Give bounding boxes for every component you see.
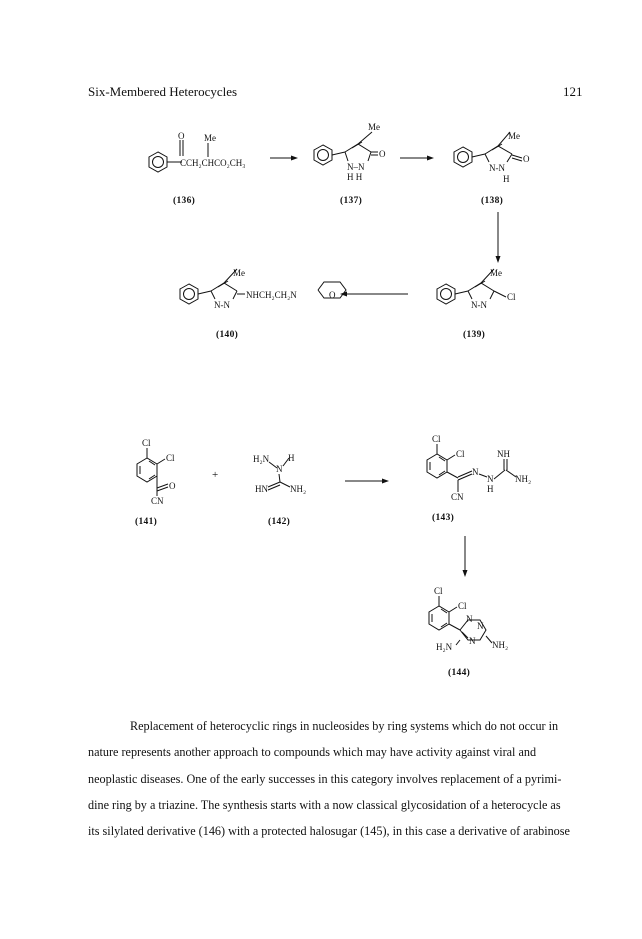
label-137: (137) <box>340 196 363 206</box>
paragraph-line: dine ring by a triazine. The synthesis starts with a now classical glycosidation of a heterocycle as <box>88 797 561 812</box>
chain-136: CCH₂CHCO₂CH₃ <box>180 158 246 168</box>
plus-sign: + <box>212 469 219 481</box>
benzene-ring <box>314 145 332 165</box>
compound-136 <box>149 131 245 206</box>
atom-n: N <box>472 467 479 477</box>
atom-nh: NH <box>497 449 510 459</box>
atom-o: O <box>178 131 185 141</box>
atom-cl: Cl <box>434 586 443 596</box>
atom-h: H <box>503 174 510 184</box>
atom-nh2: NH₂ <box>290 484 307 494</box>
atom-o: O <box>523 154 530 164</box>
paragraph-line: nature represents another approach to compounds which may have activity against viral and <box>88 745 537 760</box>
atom-cl: Cl <box>166 453 175 463</box>
atom-me: Me <box>490 268 502 278</box>
atom-cl: Cl <box>456 449 465 459</box>
arrow-139-140 <box>340 292 408 297</box>
label-144: (144) <box>448 668 471 678</box>
atom-me: Me <box>508 131 520 141</box>
benzene-ring <box>149 152 167 172</box>
label-142: (142) <box>268 517 291 527</box>
atom-cl: Cl <box>458 601 467 611</box>
compound-137 <box>314 122 386 206</box>
label-141: (141) <box>135 517 158 527</box>
atom-n: N <box>477 621 484 631</box>
atom-n: N <box>487 474 494 484</box>
atom-h2n: H₂N <box>253 454 270 464</box>
compound-141 <box>135 438 176 527</box>
compound-138 <box>454 131 530 206</box>
paragraph-line: its silylated derivative (146) with a protected halosugar (145), in this case a derivative of arabinose <box>88 824 570 839</box>
paragraph-line: Replacement of heterocyclic rings in nucleosides by ring systems which do not occur in <box>130 719 559 733</box>
atom-cn: CN <box>451 492 464 502</box>
paragraph-line: neoplastic diseases. One of the early successes in this category involves replacement of a pyrimi- <box>88 771 562 786</box>
compound-144 <box>429 586 508 678</box>
atom-o: O <box>329 290 336 300</box>
arrow-143-144 <box>463 536 468 577</box>
atom-cl: Cl <box>507 292 516 302</box>
chain-140: NHCH₂CH₂N <box>246 290 297 300</box>
atom-n: N <box>466 614 473 624</box>
atom-me: Me <box>204 133 216 143</box>
running-header-title: Six-Membered Heterocycles <box>88 84 238 99</box>
atom-nn: N-N <box>214 300 230 310</box>
page-number: 121 <box>563 84 583 99</box>
arrow-136-137 <box>270 156 298 161</box>
atom-me: Me <box>233 268 245 278</box>
atom-nn: N-N <box>471 300 487 310</box>
atom-o: O <box>169 481 176 491</box>
atom-nh2: NH₂ <box>515 474 532 484</box>
atom-h: H <box>487 484 494 494</box>
atom-o: O <box>379 149 386 159</box>
label-136: (136) <box>173 196 196 206</box>
benzene-ring <box>437 284 455 304</box>
label-138: (138) <box>481 196 504 206</box>
atom-h: H <box>288 453 295 463</box>
compound-140 <box>180 268 346 340</box>
arrow-137-138 <box>400 156 434 161</box>
atom-hh: H H <box>347 172 363 182</box>
label-140: (140) <box>216 330 239 340</box>
atom-cl: Cl <box>142 438 151 448</box>
compound-143 <box>427 434 531 523</box>
atom-cn: CN <box>151 496 164 506</box>
atom-h2n: H₂N <box>436 642 453 652</box>
arrow-142-143 <box>345 479 389 484</box>
arrow-138-139 <box>496 212 501 263</box>
atom-nh2: NH₂ <box>492 640 509 650</box>
atom-nn: N-N <box>489 163 505 173</box>
label-143: (143) <box>432 513 455 523</box>
atom-n: N <box>469 636 476 646</box>
atom-nn: N–N <box>347 162 365 172</box>
benzene-ring <box>180 284 198 304</box>
atom-me: Me <box>368 122 380 132</box>
compound-142 <box>253 453 306 527</box>
atom-n: N <box>276 464 283 474</box>
benzene-ring <box>454 147 472 167</box>
atom-cl: Cl <box>432 434 441 444</box>
atom-hn: HN <box>255 484 268 494</box>
compound-139 <box>437 268 516 340</box>
label-139: (139) <box>463 330 486 340</box>
body-paragraph <box>88 713 588 844</box>
